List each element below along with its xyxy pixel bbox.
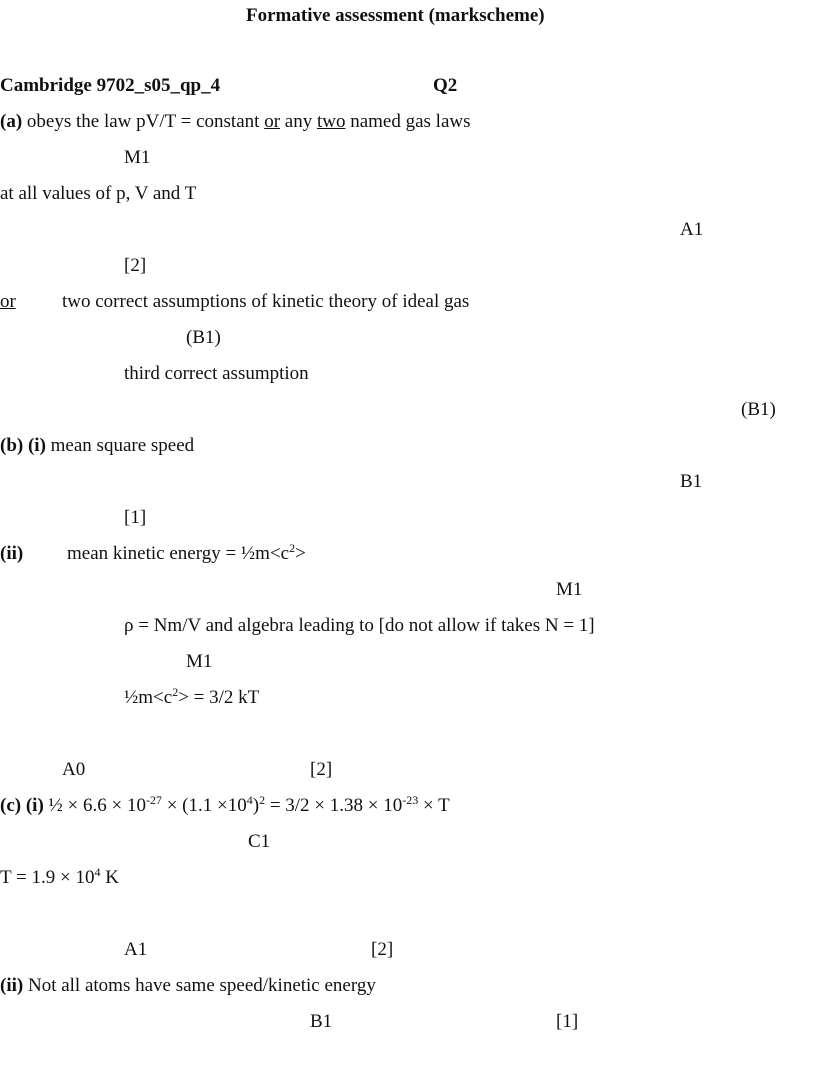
answer-b-ii-line-1: mean kinetic energy = $\frac{1}{2}m<c^2>$ bbox=[67, 541, 306, 564]
total-marks: [2] bbox=[371, 939, 394, 960]
answer-b-i: (b) (i) mean square speed bbox=[0, 435, 195, 456]
mark-m1: M1 bbox=[186, 651, 213, 672]
mark-m1: M1 bbox=[124, 147, 151, 168]
mark-b1: B1 bbox=[310, 1011, 333, 1032]
answer-b-ii-line-3: $\frac{1}{2}m<c^2> = 3/2$ kT bbox=[124, 685, 260, 708]
page-title: Formative assessment (markscheme) bbox=[246, 5, 545, 26]
mark-b1: B1 bbox=[680, 471, 703, 492]
alternative-or: or bbox=[0, 291, 16, 312]
mark-a1: A1 bbox=[680, 219, 704, 240]
mark-b1-alt: (B1) bbox=[186, 327, 221, 348]
total-marks: [2] bbox=[310, 759, 333, 780]
answer-c-i-result: $T = 1.9 \times 10^4$ K bbox=[0, 865, 119, 888]
question-number: Q2 bbox=[433, 75, 458, 96]
total-marks: [1] bbox=[556, 1011, 579, 1032]
answer-c-i: (c) (i) ½ × $6.6 \times 10^{-27} \times (1.1 \times 10^4)^2 = 3/2 \times 1.38 \times 10^{-23} \times T$ bbox=[0, 793, 450, 816]
mark-m1: M1 bbox=[556, 579, 583, 600]
source-reference: Cambridge 9702_s05_qp_4 bbox=[0, 75, 221, 96]
total-marks: [2] bbox=[124, 255, 147, 276]
mark-c1: C1 bbox=[248, 831, 271, 852]
answer-c-ii: (ii) Not all atoms have same speed/kinetic energy bbox=[0, 975, 376, 996]
alternative-line-2: third correct assumption bbox=[124, 363, 309, 384]
answer-b-ii-label: (ii) bbox=[0, 543, 24, 564]
answer-b-ii-line-2: ρ = Nm/V and algebra leading to [do not allow if takes N = 1] bbox=[124, 615, 595, 636]
answer-a-line-2: at all values of p, V and T bbox=[0, 183, 197, 204]
total-marks: [1] bbox=[124, 507, 147, 528]
mark-a1: A1 bbox=[124, 939, 148, 960]
mark-a0: A0 bbox=[62, 759, 86, 780]
answer-a-line: (a) obeys the law pV/T = constant or any two named gas laws bbox=[0, 111, 471, 132]
alternative-line-1: two correct assumptions of kinetic theory of ideal gas bbox=[62, 291, 470, 312]
mark-b1-alt-2: (B1) bbox=[741, 399, 776, 420]
